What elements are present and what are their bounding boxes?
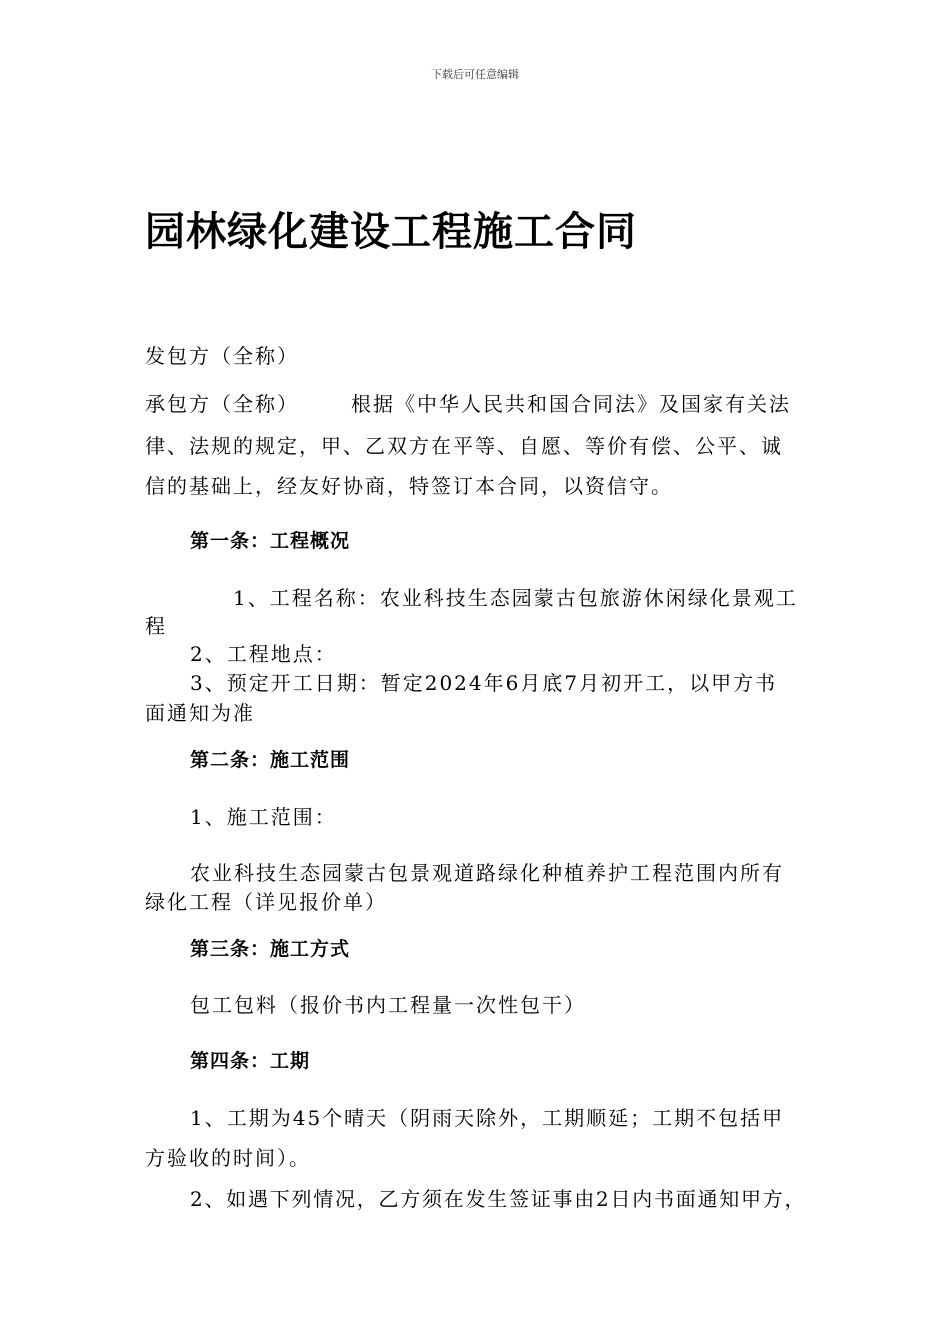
article-2-heading: 第二条：施工范围 <box>190 749 351 771</box>
article-1-item-2: 2、工程地点： <box>190 642 337 666</box>
article-4-heading: 第四条：工期 <box>190 1050 311 1072</box>
article-2-desc-line-1: 农业科技生态园蒙古包景观道路绿化种植养护工程范围内所有 <box>190 861 784 885</box>
article-2-desc-line-2: 绿化工程（详见报价单） <box>145 890 387 914</box>
document-title: 园林绿化建设工程施工合同 <box>145 209 637 255</box>
article-1-item-1-line-1: 1、工程名称：农业科技生态园蒙古包旅游休闲绿化景观工 <box>233 586 798 610</box>
article-1-item-3-line-1: 3、预定开工日期：暂定2024年6月底7月初开工，以甲方书 <box>190 671 778 695</box>
intro-line-1 <box>145 388 810 417</box>
article-4-item-1-line-2: 方验收的时间）。 <box>145 1146 311 1170</box>
intro-line-1-rest: 根据《中华人民共和国合同法》及国家有关法 <box>351 392 791 416</box>
article-1-heading: 第一条：工程概况 <box>190 530 351 552</box>
article-2-item-1: 1、施工范围： <box>190 805 337 829</box>
party-a-line: 发包方（全称） <box>145 344 299 368</box>
intro-line-2: 律、法规的规定，甲、乙双方在平等、自愿、等价有偿、公平、诚 <box>145 434 783 458</box>
article-1-item-3-line-2: 面通知为准 <box>145 701 255 725</box>
article-1-item-1-line-2: 程 <box>145 614 167 638</box>
header-note: 下载后可任意编辑 <box>431 68 519 81</box>
article-3-heading: 第三条：施工方式 <box>190 938 351 960</box>
article-3-desc: 包工包料（报价书内工程量一次性包干） <box>190 993 586 1017</box>
intro-line-3: 信的基础上，经友好协商，特签订本合同，以资信守。 <box>145 474 673 498</box>
article-4-item-1-line-1: 1、工期为45个晴天（阴雨天除外，工期顺延；工期不包括甲 <box>190 1106 785 1130</box>
article-4-item-2-line-1: 2、如遇下列情况，乙方须在发生签证事由2日内书面通知甲方， <box>190 1187 807 1211</box>
party-b-label: 承包方（全称） <box>145 392 299 416</box>
